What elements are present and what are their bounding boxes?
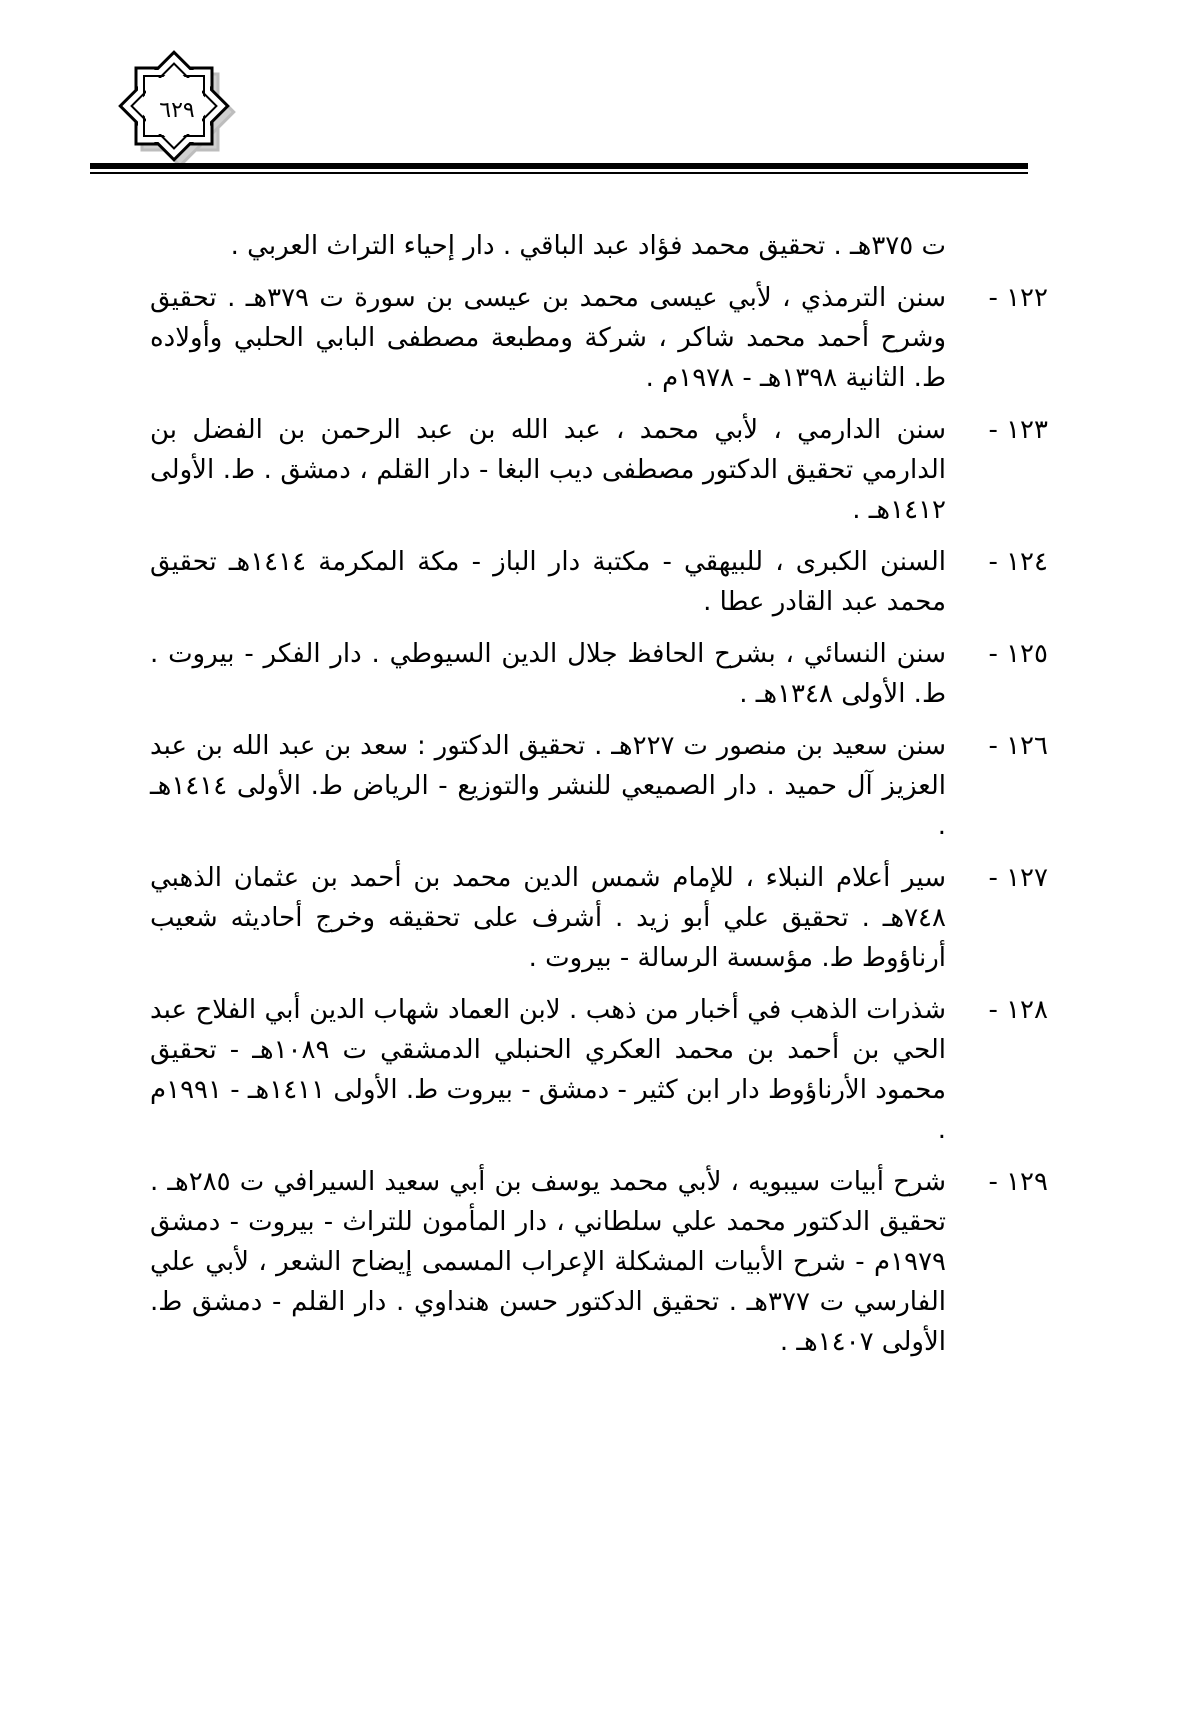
entry-text: سير أعلام النبلاء ، للإمام شمس الدين محمد بن أحمد بن عثمان الذهبي ٧٤٨هـ . تحقيق علي أبو زيد . أشرف على تحقيقه وخرج أحاديثه شعيب أرناؤوط ط. مؤسسة الرسالة - بيروت . (150, 863, 946, 973)
header-rule-thin (90, 172, 1028, 174)
entry-number: ١٢٦ - (988, 731, 1048, 761)
entry-text: سنن النسائي ، بشرح الحافظ جلال الدين السيوطي . دار الفكر - بيروت . ط. الأولى ١٣٤٨هـ . (150, 639, 946, 709)
entry-text: شرح أبيات سيبويه ، لأبي محمد يوسف بن أبي سعيد السيرافي ت ٢٨٥هـ . تحقيق الدكتور محمد علي سلطاني ، دار المأمون للتراث - بيروت - دمشق ١٩٧٩م - شرح الأبيات المشكلة الإعراب المسمى إيضاح الشعر ، لأبي علي الفارسي ت ٣٧٧هـ . تحقيق الدكتور حسن هنداوي . دار القلم - دمشق ط. الأولى ١٤٠٧هـ . (150, 1167, 946, 1357)
entry-text: شذرات الذهب في أخبار من ذهب . لابن العماد شهاب الدين أبي الفلاح عبد الحي بن أحمد بن محمد العكري الحنبلي الدمشقي ت ١٠٨٩هـ - تحقيق محمود الأرناؤوط دار ابن كثير - دمشق - بيروت ط. الأولى ١٤١١هـ - ١٩٩١م . (150, 995, 946, 1145)
entry-number: ١٢٥ - (988, 639, 1048, 669)
entry-number: ١٢٣ - (988, 415, 1048, 445)
entry-number: ١٢٨ - (988, 995, 1048, 1025)
page-number: ٦٢٩ (159, 97, 195, 123)
bibliography-entry (150, 726, 1048, 846)
bibliography-entry (150, 990, 1048, 1150)
bibliography-entry (150, 1162, 1048, 1362)
entry-number: ١٢٩ - (988, 1167, 1048, 1197)
entry-number: ١٢٤ - (988, 547, 1048, 577)
entry-text: سنن سعيد بن منصور ت ٢٢٧هـ . تحقيق الدكتور : سعد بن عبد الله بن عبد العزيز آل حميد . دار الصميعي للنشر والتوزيع - الرياض ط. الأولى ١٤١٤هـ . (150, 731, 946, 841)
bibliography-entry (150, 410, 1048, 530)
entry-text: سنن الدارمي ، لأبي محمد ، عبد الله بن عبد الرحمن بن الفضل بن الدارمي تحقيق الدكتور مصطفى ديب البغا - دار القلم ، دمشق . ط. الأولى ١٤١٢هـ . (150, 415, 946, 525)
entry-text: السنن الكبرى ، للبيهقي - مكتبة دار الباز - مكة المكرمة ١٤١٤هـ تحقيق محمد عبد القادر عطا . (150, 547, 946, 617)
continuation-text: ت ٣٧٥هـ . تحقيق محمد فؤاد عبد الباقي . دار إحياء التراث العربي . (230, 231, 946, 261)
header-rule-thick (90, 163, 1028, 169)
bibliography-content (150, 226, 1048, 1374)
entry-text: سنن الترمذي ، لأبي عيسى محمد بن عيسى بن سورة ت ٣٧٩هـ . تحقيق وشرح أحمد محمد شاكر ، شركة ومطبعة مصطفى البابي الحلبي وأولاده ط. الثانية ١٣٩٨هـ - ١٩٧٨م . (150, 283, 946, 393)
bibliography-entry (150, 278, 1048, 398)
bibliography-entry (150, 542, 1048, 622)
entry-number: ١٢٧ - (988, 863, 1048, 893)
bibliography-entry (150, 634, 1048, 714)
bibliography-entry (150, 858, 1048, 978)
entry-number: ١٢٢ - (988, 283, 1048, 313)
page-number-badge (112, 40, 242, 170)
